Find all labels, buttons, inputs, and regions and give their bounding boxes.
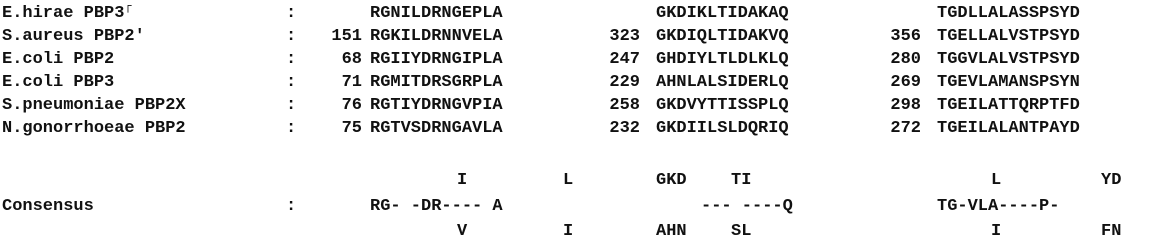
position-number: 247	[609, 50, 640, 69]
consensus-variant-above: I	[457, 171, 468, 190]
consensus-variant-below: I	[991, 222, 1002, 241]
sequence-name: E.coli PBP2	[2, 50, 115, 69]
consensus-label: Consensus	[2, 197, 94, 216]
consensus-variant-above: L	[563, 171, 574, 190]
position-number: 229	[609, 73, 640, 92]
motif-1-sequence: RGTVSDRNGAVLA	[370, 119, 503, 138]
consensus-colon: :	[286, 197, 297, 216]
colon: :	[286, 96, 297, 115]
motif-2-sequence: GHDIYLTLDLKLQ	[656, 50, 789, 69]
motif-2-sequence: GKDVYTTISSPLQ	[656, 96, 789, 115]
position-number: 356	[890, 27, 921, 46]
footnote-mark: ┌	[124, 0, 132, 13]
consensus-sequence: RG- -DR---- A	[370, 197, 503, 216]
position-number: 272	[890, 119, 921, 138]
motif-2-sequence: GKDIILSLDQRIQ	[656, 119, 789, 138]
position-number: 68	[341, 50, 362, 69]
motif-3-sequence: TGEILATTQRPTFD	[937, 96, 1080, 115]
position-number: 75	[341, 119, 362, 138]
consensus-variant-above: GKD	[656, 171, 687, 190]
consensus-variant-below: I	[563, 222, 574, 241]
sequence-name: S.pneumoniae PBP2X	[2, 96, 186, 115]
motif-1-sequence: RGMITDRSGRPLA	[370, 73, 503, 92]
motif-3-sequence: TGELLALVSTPSYD	[937, 27, 1080, 46]
motif-3-sequence: TGDLLALASSPSYD	[937, 4, 1080, 23]
position-number: 269	[890, 73, 921, 92]
consensus-variant-above: TI	[731, 171, 752, 190]
motif-1-sequence: RGTIYDRNGVPIA	[370, 96, 503, 115]
consensus-sequence: --- ----Q	[701, 197, 793, 216]
motif-2-sequence: AHNLALSIDERLQ	[656, 73, 789, 92]
consensus-variant-above: YD	[1101, 171, 1122, 190]
sequence-name: S.aureus PBP2'	[2, 27, 145, 46]
position-number: 258	[609, 96, 640, 115]
colon: :	[286, 119, 297, 138]
motif-2-sequence: GKDIKLTIDAKAQ	[656, 4, 789, 23]
position-number: 71	[341, 73, 362, 92]
motif-3-sequence: TGGVLALVSTPSYD	[937, 50, 1080, 69]
motif-1-sequence: RGNILDRNGEPLA	[370, 4, 503, 23]
colon: :	[286, 27, 297, 46]
consensus-variant-below: SL	[731, 222, 752, 241]
motif-1-sequence: RGKILDRNNVELA	[370, 27, 503, 46]
motif-3-sequence: TGEVLAMANSPSYN	[937, 73, 1080, 92]
sequence-name: N.gonorrhoeae PBP2	[2, 119, 186, 138]
motif-3-sequence: TGEILALANTPAYD	[937, 119, 1080, 138]
consensus-variant-above: L	[991, 171, 1002, 190]
motif-2-sequence: GKDIQLTIDAKVQ	[656, 27, 789, 46]
consensus-variant-below: V	[457, 222, 468, 241]
colon: :	[286, 73, 297, 92]
position-number: 151	[331, 27, 362, 46]
consensus-sequence: TG-VLA----P-	[937, 197, 1060, 216]
motif-1-sequence: RGIIYDRNGIPLA	[370, 50, 503, 69]
sequence-name: E.hirae PBP3┌	[2, 0, 132, 23]
consensus-variant-below: FN	[1101, 222, 1122, 241]
sequence-name: E.coli PBP3	[2, 73, 115, 92]
position-number: 76	[341, 96, 362, 115]
position-number: 323	[609, 27, 640, 46]
colon: :	[286, 4, 297, 23]
colon: :	[286, 50, 297, 69]
position-number: 280	[890, 50, 921, 69]
consensus-variant-below: AHN	[656, 222, 687, 241]
position-number: 298	[890, 96, 921, 115]
position-number: 232	[609, 119, 640, 138]
